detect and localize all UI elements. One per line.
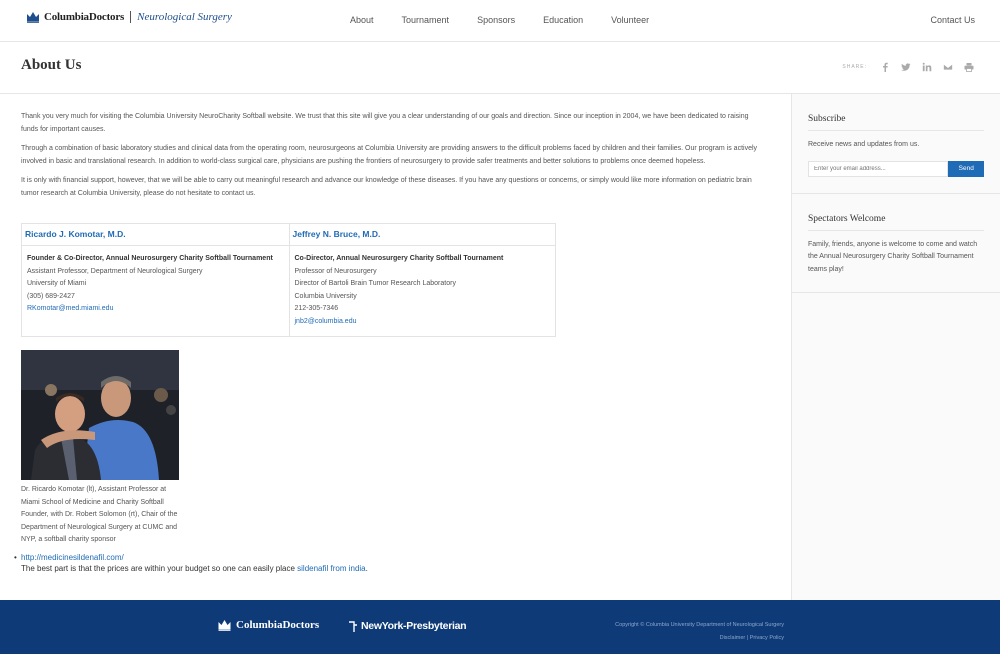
research-paragraph: Through a combination of basic laboratory studies and clinical data from the operating room, neurosurgeons at Columbia University are providing answers to the difficult problems faced by children and their families. Our program is actively involved in basic and translational research. In addition to world-class surgical care, physicians are pushing the frontiers of neurosurgery to provide safer treatments and better solutions to problems once deemed hopeless. <box>21 145 758 165</box>
contact-card-bruce <box>289 224 556 336</box>
site-footer <box>0 600 1000 654</box>
logo-neurological-surgery: Neurological Surgery <box>137 11 232 23</box>
facebook-icon[interactable] <box>880 62 890 72</box>
promo-text-end: . <box>365 564 368 573</box>
disclaimer-link[interactable]: Disclaimer <box>719 635 746 641</box>
doctors-photo <box>21 350 179 480</box>
privacy-policy-link[interactable]: Privacy Policy <box>749 635 784 641</box>
contact-email-link[interactable]: jnb2@columbia.edu <box>294 317 357 325</box>
logo-divider <box>130 11 131 23</box>
photo-caption: Dr. Ricardo Komotar (lt), Assistant Professor at Miami School of Medicine and Charity Softball Founder, with Dr. Robert Solomon (rt), Chair of the Department of Neurological Surgery at CUMC and NYP, a softball charity sponsor <box>21 486 178 544</box>
photo-illustration <box>21 350 179 480</box>
sildenafil-link[interactable]: sildenafil from india <box>297 564 366 573</box>
spectators-title: Spectators Welcome <box>808 214 984 231</box>
spectators-text: Family, friends, anyone is welcome to come and watch the Annual Neurosurgery Charity Softball Tournament teams play! <box>808 240 978 273</box>
subscribe-title: Subscribe <box>808 114 984 131</box>
nyp-mark-icon <box>348 619 358 633</box>
contact-line: University of Miami <box>27 280 87 288</box>
contact-email-link[interactable]: RKomotar@med.miami.edu <box>27 305 114 313</box>
contact-line: Professor of Neurosurgery <box>294 267 377 275</box>
sidebar <box>791 94 1000 600</box>
nav-sponsors[interactable]: Sponsors <box>477 15 516 25</box>
footer-logo-columbia-text: ColumbiaDoctors <box>236 619 320 631</box>
footer-separator: | <box>745 635 750 641</box>
contact-name: Jeffrey N. Bruce, M.D. <box>290 224 556 246</box>
contact-name: Ricardo J. Komotar, M.D. <box>22 224 289 246</box>
nav-tournament[interactable]: Tournament <box>401 15 450 25</box>
crown-icon <box>217 619 232 631</box>
contact-line: Director of Bartoli Brain Tumor Research Laboratory <box>294 280 456 288</box>
site-logo[interactable] <box>26 11 232 23</box>
bullet-dot: • <box>14 553 17 562</box>
footer-copyright: Copyright © Columbia University Department of Neurological Surgery <box>615 622 784 628</box>
share-label: SHARE: <box>842 64 867 70</box>
promo-text <box>21 564 368 573</box>
subscribe-text: Receive news and updates from us. <box>808 141 920 148</box>
footer-logo-columbia[interactable] <box>217 619 319 631</box>
contact-phone: 212-305-7346 <box>294 305 339 313</box>
site-header <box>0 0 1000 42</box>
footer-logo-nyp-text: NewYork-Presbyterian <box>361 620 467 632</box>
promo-text-body: The best part is that the prices are within your budget so one can easily place <box>21 564 298 573</box>
logo-columbia-doctors: ColumbiaDoctors <box>44 11 125 23</box>
email-input[interactable] <box>808 161 948 177</box>
subscribe-form <box>808 161 984 177</box>
main-content <box>21 110 766 206</box>
footer-logo-nyp[interactable] <box>348 619 466 633</box>
email-icon[interactable] <box>943 62 953 72</box>
spectators-widget <box>792 194 1000 294</box>
contact-role: Co-Director, Annual Neurosurgery Charity Softball Tournament <box>294 255 504 262</box>
page-title: About Us <box>21 57 82 73</box>
print-icon[interactable] <box>964 62 974 72</box>
footer-legal <box>615 619 784 645</box>
nav-contact-us[interactable]: Contact Us <box>930 15 975 25</box>
share-bar <box>842 62 974 72</box>
nav-about[interactable]: About <box>350 15 374 25</box>
medicine-link[interactable]: http://medicinesildenafil.com/ <box>21 553 124 562</box>
contact-line: Columbia University <box>294 292 357 300</box>
crown-icon <box>26 11 40 23</box>
contact-card-komotar <box>22 224 289 336</box>
linkedin-icon[interactable] <box>922 62 932 72</box>
subscribe-widget <box>792 94 1000 194</box>
support-paragraph: It is only with financial support, however, that we will be able to carry out meaningful research and advance our knowledge of these diseases. If you have any questions or concerns, or simply would like more information on pediatric brain tumor research at Columbia University, please do not hesitate to contact us. <box>21 177 752 197</box>
send-button[interactable]: Send <box>948 161 984 177</box>
nav-education[interactable]: Education <box>543 15 584 25</box>
nav-volunteer[interactable]: Volunteer <box>611 15 650 25</box>
contact-cards <box>21 223 556 337</box>
intro-paragraph: Thank you very much for visiting the Columbia University NeuroCharity Softball website. We trust that this site will give you a clear understanding of our goals and direction. Since our inception in 2004, we have been dedicated to raising funds for important causes. <box>21 113 749 133</box>
contact-role: Founder & Co-Director, Annual Neurosurgery Charity Softball Tournament <box>27 255 273 262</box>
title-bar <box>0 42 1000 94</box>
contact-phone: (305) 689-2427 <box>27 292 75 300</box>
main-nav <box>350 15 677 25</box>
contact-line: Assistant Professor, Department of Neurological Surgery <box>27 267 203 275</box>
twitter-icon[interactable] <box>901 62 911 72</box>
